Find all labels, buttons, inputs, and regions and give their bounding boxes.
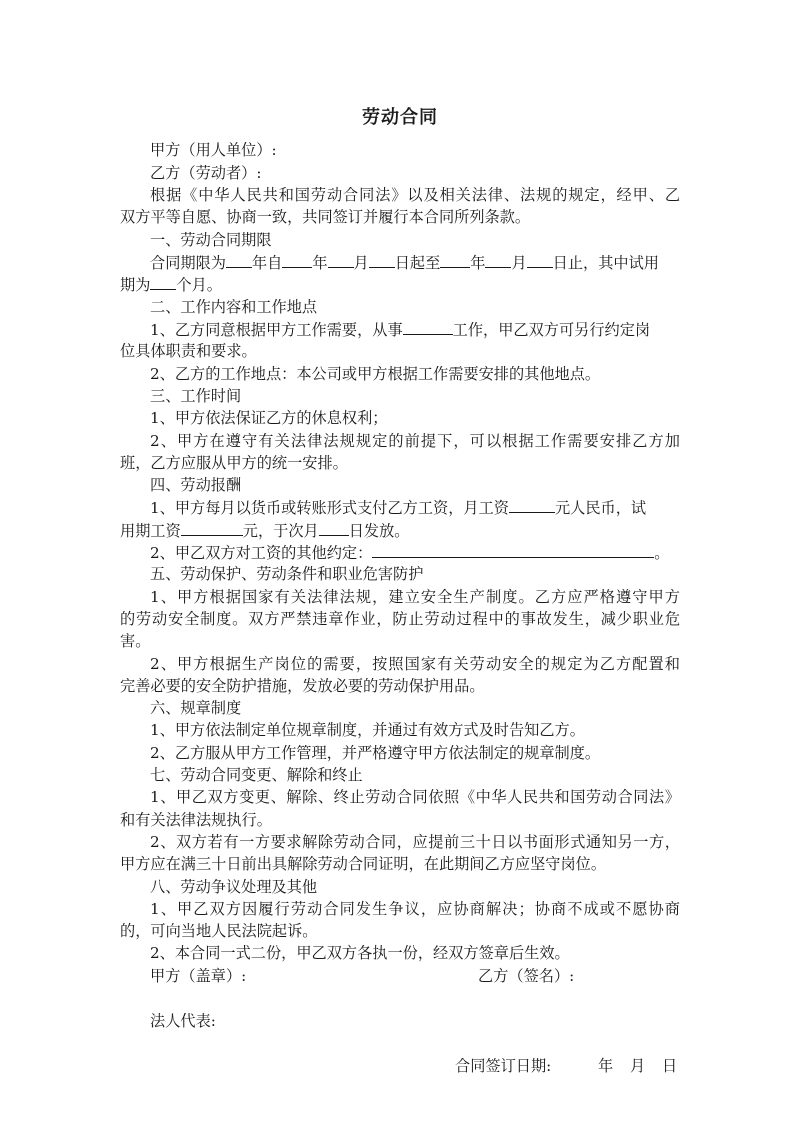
clause-line: 害。	[120, 632, 151, 650]
text: 日起至	[394, 254, 441, 272]
section-heading: 二、工作内容和工作地点	[150, 298, 318, 316]
text: 1、乙方同意根据甲方工作需要，从事	[150, 321, 403, 339]
clause-line: 1、甲方根据国家有关法律法规，建立安全生产制度。乙方应严格遵守甲方	[150, 588, 680, 606]
blank-field[interactable]	[282, 251, 312, 268]
text: 个月。	[176, 276, 222, 294]
text: 年自	[251, 254, 283, 272]
clause-line: 1、甲乙双方因履行劳动合同发生争议，应协商解决；协商不成或不愿协商	[150, 900, 680, 918]
clause-line: 1、甲方依法保证乙方的休息权利；	[150, 409, 388, 427]
page-title: 劳动合同	[362, 107, 438, 128]
clause-line: 的，可向当地人民法院起诉。	[120, 922, 318, 940]
clause-line: 2、本合同一式二份，甲乙双方各执一份，经双方签章后生效。	[150, 944, 570, 962]
section-heading: 一、劳动合同期限	[150, 231, 272, 249]
blank-field[interactable]	[181, 519, 243, 536]
year-label: 年	[598, 1057, 614, 1075]
clause-line: 和有关法律法规执行。	[120, 811, 272, 829]
section-heading: 八、劳动争议处理及其他	[150, 878, 318, 896]
blank-field[interactable]	[509, 496, 555, 513]
blank-field[interactable]	[440, 251, 470, 268]
month-label: 月	[630, 1057, 646, 1075]
blank-field[interactable]	[328, 251, 354, 268]
text: 年	[312, 254, 328, 272]
section-heading: 四、劳动报酬	[150, 476, 242, 494]
clause-line	[120, 519, 680, 542]
text: 月	[353, 254, 369, 272]
clause-line: 位具体职责和要求。	[120, 342, 257, 360]
preamble-line: 根据《中华人民共和国劳动合同法》以及相关法律、法规的规定，经甲、乙	[150, 186, 680, 204]
preamble-line: 双方平等自愿、协商一致，共同签订并履行本合同所列条款。	[120, 208, 531, 226]
text: 用期工资	[120, 522, 181, 540]
clause-line	[150, 541, 710, 564]
party-b-signature-label: 乙方（签名）:	[478, 967, 575, 985]
signing-date-fields	[598, 1055, 694, 1076]
party-a-seal-label: 甲方（盖章）:	[150, 967, 247, 985]
clause-line: 2、双方若有一方要求解除劳动合同，应提前三十日以书面形式通知另一方，	[150, 833, 680, 851]
blank-field[interactable]	[369, 251, 395, 268]
clause-line: 甲方应在满三十日前出具解除劳动合同证明，在此期间乙方应坚守岗位。	[120, 855, 606, 873]
blank-field[interactable]	[226, 251, 252, 268]
clause-line: 1、甲方依法制定单位规章制度，并通过有效方式及时告知乙方。	[150, 721, 585, 739]
blank-field[interactable]	[485, 251, 511, 268]
text: 期为	[120, 276, 151, 294]
text: 合同期限为	[150, 254, 226, 272]
party-a-label: 甲方（用人单位）:	[150, 141, 277, 159]
blank-field[interactable]	[150, 273, 176, 290]
text: 工作，甲乙双方可另行约定岗	[452, 321, 651, 339]
text: 日发放。	[348, 522, 410, 540]
clause-line: 班，乙方应服从甲方的统一安排。	[120, 454, 348, 472]
text: 1、甲方每月以货币或转账形式支付乙方工资，月工资	[150, 499, 509, 517]
clause-line: 2、甲方根据生产岗位的需要，按照国家有关劳动安全的规定为乙方配置和	[150, 655, 680, 673]
section-heading: 五、劳动保护、劳动条件和职业危害防护	[150, 565, 424, 583]
legal-rep-label: 法人代表:	[150, 1012, 216, 1030]
blank-field[interactable]	[319, 519, 349, 536]
text: 元，于次月	[242, 522, 319, 540]
text: 日止，其中试用	[552, 254, 659, 272]
text: 年	[470, 254, 486, 272]
clause-line: 完善必要的安全防护措施，发放必要的劳动保护用品。	[120, 677, 485, 695]
clause-line: 1、甲乙双方变更、解除、终止劳动合同依照《中华人民共和国劳动合同法》	[150, 788, 680, 806]
clause-line: 2、甲方在遵守有关法律法规规定的前提下，可以根据工作需要安排乙方加	[150, 432, 680, 450]
section-heading: 七、劳动合同变更、解除和终止	[150, 766, 363, 784]
clause-line	[150, 318, 710, 341]
day-label: 日	[662, 1057, 678, 1075]
clause-line	[150, 496, 710, 519]
section-heading: 六、规章制度	[150, 699, 242, 717]
term-line	[120, 273, 680, 296]
blank-field[interactable]	[372, 541, 654, 558]
section-heading: 三、工作时间	[150, 387, 242, 405]
blank-field[interactable]	[527, 251, 553, 268]
clause-line: 2、乙方服从甲方工作管理，并严格遵守甲方依法制定的规章制度。	[150, 744, 601, 762]
text: 。	[654, 544, 670, 562]
term-line	[150, 251, 710, 274]
text: 元人民币，试	[554, 499, 647, 517]
text: 2、甲乙双方对工资的其他约定：	[150, 544, 373, 562]
text: 月	[511, 254, 527, 272]
party-b-label: 乙方（劳动者）:	[150, 164, 262, 182]
clause-line: 2、乙方的工作地点：本公司或甲方根据工作需要安排的其他地点。	[150, 365, 601, 383]
clause-line: 的劳动安全制度。双方严禁违章作业，防止劳动过程中的事故发生，减少职业危	[120, 610, 680, 628]
blank-field[interactable]	[403, 318, 453, 335]
signing-date-label: 合同签订日期:	[455, 1057, 552, 1075]
